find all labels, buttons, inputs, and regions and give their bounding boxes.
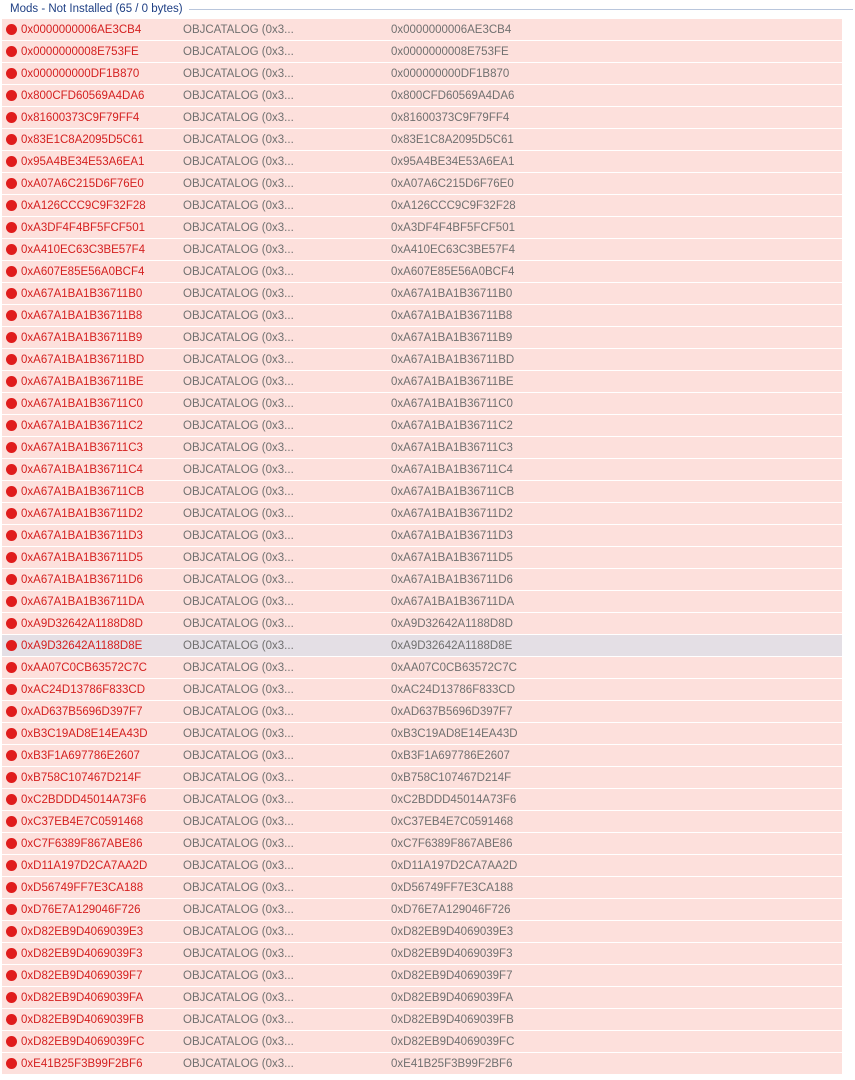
item-id: 0xD76E7A129046F726 xyxy=(21,903,141,916)
item-id: 0xA67A1BA1B36711BE xyxy=(21,375,144,388)
item-name: 0xA410EC63C3BE57F4 xyxy=(391,243,516,256)
item-id: 0xE41B25F3B99F2BF6 xyxy=(21,1057,143,1070)
red-dot-icon xyxy=(6,838,17,849)
list-item[interactable] xyxy=(2,371,842,392)
item-id: 0xD82EB9D4069039E3 xyxy=(21,925,144,938)
red-dot-icon xyxy=(6,68,17,79)
item-id: 0xA67A1BA1B36711C3 xyxy=(21,441,143,454)
item-id: 0xD56749FF7E3CA188 xyxy=(21,881,144,894)
item-name: 0xD82EB9D4069039F3 xyxy=(391,947,513,960)
red-dot-icon xyxy=(6,332,17,343)
item-type: OBJCATALOG (0x3... xyxy=(183,837,294,850)
item-type: OBJCATALOG (0x3... xyxy=(183,45,294,58)
item-type: OBJCATALOG (0x3... xyxy=(183,375,294,388)
list-item[interactable] xyxy=(2,239,842,260)
item-name: 0xA9D32642A1188D8D xyxy=(391,617,513,630)
item-name: 0xC7F6389F867ABE86 xyxy=(391,837,513,850)
item-id: 0x800CFD60569A4DA6 xyxy=(21,89,145,102)
list-item[interactable] xyxy=(2,547,842,568)
group-count: (65 / 0 bytes) xyxy=(115,3,183,15)
group-title xyxy=(0,3,183,15)
item-name: 0xA67A1BA1B36711D6 xyxy=(391,573,513,586)
item-id: 0xA07A6C215D6F76E0 xyxy=(21,177,144,190)
group-title-label: Mods - Not Installed xyxy=(10,3,113,15)
item-name: 0xD82EB9D4069039FC xyxy=(391,1035,515,1048)
item-type: OBJCATALOG (0x3... xyxy=(183,815,294,828)
item-id: 0xAA07C0CB63572C7C xyxy=(21,661,147,674)
list-item[interactable] xyxy=(2,195,842,216)
item-name: 0xA67A1BA1B36711BD xyxy=(391,353,515,366)
list-item[interactable] xyxy=(2,503,842,524)
red-dot-icon xyxy=(6,706,17,717)
item-id: 0xAC24D13786F833CD xyxy=(21,683,146,696)
red-dot-icon xyxy=(6,860,17,871)
item-type: OBJCATALOG (0x3... xyxy=(183,67,294,80)
red-dot-icon xyxy=(6,376,17,387)
item-type: OBJCATALOG (0x3... xyxy=(183,529,294,542)
item-type: OBJCATALOG (0x3... xyxy=(183,683,294,696)
item-name: 0xB758C107467D214F xyxy=(391,771,512,784)
item-name: 0xA67A1BA1B36711B9 xyxy=(391,331,513,344)
red-dot-icon xyxy=(6,508,17,519)
item-id: 0xA67A1BA1B36711DA xyxy=(21,595,145,608)
item-type: OBJCATALOG (0x3... xyxy=(183,155,294,168)
item-id: 0xD11A197D2CA7AA2D xyxy=(21,859,148,872)
item-name: 0xA607E85E56A0BCF4 xyxy=(391,265,515,278)
item-id: 0xB758C107467D214F xyxy=(21,771,142,784)
item-type: OBJCATALOG (0x3... xyxy=(183,551,294,564)
item-name: 0xD82EB9D4069039FA xyxy=(391,991,514,1004)
list-item[interactable] xyxy=(2,217,842,238)
list-item[interactable] xyxy=(2,745,842,766)
red-dot-icon xyxy=(6,420,17,431)
red-dot-icon xyxy=(6,772,17,783)
item-name: 0x0000000006AE3CB4 xyxy=(391,23,512,36)
item-type: OBJCATALOG (0x3... xyxy=(183,1035,294,1048)
item-id: 0xC37EB4E7C0591468 xyxy=(21,815,144,828)
item-id: 0xD82EB9D4069039F3 xyxy=(21,947,143,960)
list-item[interactable] xyxy=(2,767,842,788)
item-name: 0xA67A1BA1B36711B0 xyxy=(391,287,513,300)
red-dot-icon xyxy=(6,882,17,893)
item-type: OBJCATALOG (0x3... xyxy=(183,1013,294,1026)
item-type: OBJCATALOG (0x3... xyxy=(183,947,294,960)
red-dot-icon xyxy=(6,1058,17,1069)
item-type: OBJCATALOG (0x3... xyxy=(183,485,294,498)
item-id: 0xD82EB9D4069039FA xyxy=(21,991,144,1004)
item-name: 0xC2BDDD45014A73F6 xyxy=(391,793,517,806)
item-id: 0xA67A1BA1B36711B0 xyxy=(21,287,143,300)
item-name: 0xA9D32642A1188D8E xyxy=(391,639,513,652)
item-name: 0xA67A1BA1B36711BE xyxy=(391,375,514,388)
list-item[interactable] xyxy=(2,1009,842,1030)
item-id: 0xB3F1A697786E2607 xyxy=(21,749,140,762)
list-item[interactable] xyxy=(2,349,842,370)
item-type: OBJCATALOG (0x3... xyxy=(183,243,294,256)
red-dot-icon xyxy=(6,970,17,981)
item-name: 0xD56749FF7E3CA188 xyxy=(391,881,514,894)
item-name: 0xAA07C0CB63572C7C xyxy=(391,661,517,674)
list-item[interactable] xyxy=(2,833,842,854)
red-dot-icon xyxy=(6,794,17,805)
red-dot-icon xyxy=(6,640,17,651)
item-name: 0xE41B25F3B99F2BF6 xyxy=(391,1057,513,1070)
list-item[interactable] xyxy=(2,107,842,128)
item-type: OBJCATALOG (0x3... xyxy=(183,89,294,102)
list-item[interactable] xyxy=(2,921,842,942)
list-item[interactable] xyxy=(2,701,842,722)
item-name: 0x81600373C9F79FF4 xyxy=(391,111,510,124)
item-name: 0xD82EB9D4069039FB xyxy=(391,1013,514,1026)
list-item[interactable] xyxy=(2,173,842,194)
item-id: 0xA67A1BA1B36711D2 xyxy=(21,507,143,520)
item-type: OBJCATALOG (0x3... xyxy=(183,507,294,520)
item-id: 0xA67A1BA1B36711D6 xyxy=(21,573,143,586)
group-header[interactable] xyxy=(0,0,855,18)
item-name: 0xD76E7A129046F726 xyxy=(391,903,511,916)
item-id: 0xB3C19AD8E14EA43D xyxy=(21,727,148,740)
item-type: OBJCATALOG (0x3... xyxy=(183,309,294,322)
red-dot-icon xyxy=(6,750,17,761)
item-id: 0xA67A1BA1B36711C2 xyxy=(21,419,143,432)
item-type: OBJCATALOG (0x3... xyxy=(183,177,294,190)
list-item[interactable] xyxy=(2,19,842,40)
item-id: 0x000000000DF1B870 xyxy=(21,67,140,80)
red-dot-icon xyxy=(6,552,17,563)
red-dot-icon xyxy=(6,134,17,145)
item-type: OBJCATALOG (0x3... xyxy=(183,705,294,718)
red-dot-icon xyxy=(6,288,17,299)
item-type: OBJCATALOG (0x3... xyxy=(183,331,294,344)
red-dot-icon xyxy=(6,904,17,915)
red-dot-icon xyxy=(6,222,17,233)
list-item[interactable] xyxy=(2,723,842,744)
item-type: OBJCATALOG (0x3... xyxy=(183,727,294,740)
item-id: 0xA67A1BA1B36711C0 xyxy=(21,397,143,410)
list-item[interactable] xyxy=(2,1031,842,1052)
list-item[interactable] xyxy=(2,41,842,62)
list-item[interactable] xyxy=(2,151,842,172)
list-item[interactable] xyxy=(2,283,842,304)
item-type: OBJCATALOG (0x3... xyxy=(183,573,294,586)
item-id: 0xA9D32642A1188D8D xyxy=(21,617,143,630)
item-name: 0xA07A6C215D6F76E0 xyxy=(391,177,514,190)
item-name: 0xA67A1BA1B36711C0 xyxy=(391,397,513,410)
red-dot-icon xyxy=(6,684,17,695)
item-type: OBJCATALOG (0x3... xyxy=(183,639,294,652)
item-type: OBJCATALOG (0x3... xyxy=(183,925,294,938)
item-id: 0xA67A1BA1B36711D3 xyxy=(21,529,143,542)
item-id: 0xA67A1BA1B36711BD xyxy=(21,353,145,366)
item-type: OBJCATALOG (0x3... xyxy=(183,881,294,894)
item-name: 0xB3C19AD8E14EA43D xyxy=(391,727,518,740)
item-name: 0xB3F1A697786E2607 xyxy=(391,749,510,762)
list-item[interactable] xyxy=(2,569,842,590)
red-dot-icon xyxy=(6,46,17,57)
list-item[interactable] xyxy=(2,789,842,810)
item-id: 0xA126CCC9C9F32F28 xyxy=(21,199,146,212)
item-id: 0xA67A1BA1B36711B9 xyxy=(21,331,143,344)
item-type: OBJCATALOG (0x3... xyxy=(183,1057,294,1070)
red-dot-icon xyxy=(6,112,17,123)
list-item[interactable] xyxy=(2,437,842,458)
item-name: 0x000000000DF1B870 xyxy=(391,67,510,80)
item-type: OBJCATALOG (0x3... xyxy=(183,969,294,982)
item-id: 0xA9D32642A1188D8E xyxy=(21,639,143,652)
list-item[interactable] xyxy=(2,657,842,678)
item-type: OBJCATALOG (0x3... xyxy=(183,617,294,630)
item-type: OBJCATALOG (0x3... xyxy=(183,199,294,212)
red-dot-icon xyxy=(6,596,17,607)
red-dot-icon xyxy=(6,926,17,937)
item-type: OBJCATALOG (0x3... xyxy=(183,595,294,608)
item-id: 0xC2BDDD45014A73F6 xyxy=(21,793,147,806)
item-name: 0x800CFD60569A4DA6 xyxy=(391,89,515,102)
item-type: OBJCATALOG (0x3... xyxy=(183,441,294,454)
list-item[interactable] xyxy=(2,129,842,150)
item-type: OBJCATALOG (0x3... xyxy=(183,23,294,36)
red-dot-icon xyxy=(6,200,17,211)
item-name: 0xD82EB9D4069039F7 xyxy=(391,969,513,982)
item-type: OBJCATALOG (0x3... xyxy=(183,991,294,1004)
item-type: OBJCATALOG (0x3... xyxy=(183,793,294,806)
list-item[interactable] xyxy=(2,525,842,546)
item-name: 0xA3DF4F4BF5FCF501 xyxy=(391,221,515,234)
item-id: 0xAD637B5696D397F7 xyxy=(21,705,143,718)
red-dot-icon xyxy=(6,486,17,497)
list-item[interactable] xyxy=(2,305,842,326)
list-item[interactable] xyxy=(2,1053,842,1074)
item-name: 0xA67A1BA1B36711CB xyxy=(391,485,515,498)
item-type: OBJCATALOG (0x3... xyxy=(183,463,294,476)
item-type: OBJCATALOG (0x3... xyxy=(183,265,294,278)
red-dot-icon xyxy=(6,1036,17,1047)
group-divider xyxy=(189,9,853,10)
list-item[interactable] xyxy=(2,327,842,348)
item-id: 0xA67A1BA1B36711B8 xyxy=(21,309,143,322)
red-dot-icon xyxy=(6,178,17,189)
item-id: 0xC7F6389F867ABE86 xyxy=(21,837,143,850)
red-dot-icon xyxy=(6,156,17,167)
list-item[interactable] xyxy=(2,899,842,920)
red-dot-icon xyxy=(6,398,17,409)
red-dot-icon xyxy=(6,354,17,365)
list-item[interactable] xyxy=(2,85,842,106)
list-item[interactable] xyxy=(2,393,842,414)
item-id: 0xA3DF4F4BF5FCF501 xyxy=(21,221,145,234)
red-dot-icon xyxy=(6,816,17,827)
item-type: OBJCATALOG (0x3... xyxy=(183,859,294,872)
list-item[interactable] xyxy=(2,811,842,832)
red-dot-icon xyxy=(6,266,17,277)
red-dot-icon xyxy=(6,618,17,629)
item-type: OBJCATALOG (0x3... xyxy=(183,133,294,146)
item-id: 0xA607E85E56A0BCF4 xyxy=(21,265,145,278)
red-dot-icon xyxy=(6,442,17,453)
red-dot-icon xyxy=(6,24,17,35)
item-name: 0xA67A1BA1B36711D2 xyxy=(391,507,513,520)
item-type: OBJCATALOG (0x3... xyxy=(183,749,294,762)
item-name: 0xAD637B5696D397F7 xyxy=(391,705,513,718)
list-item[interactable] xyxy=(2,459,842,480)
item-id: 0xD82EB9D4069039FB xyxy=(21,1013,144,1026)
list-item[interactable] xyxy=(2,965,842,986)
item-type: OBJCATALOG (0x3... xyxy=(183,419,294,432)
item-name: 0x0000000008E753FE xyxy=(391,45,509,58)
red-dot-icon xyxy=(6,530,17,541)
list-item[interactable] xyxy=(2,481,842,502)
red-dot-icon xyxy=(6,1014,17,1025)
item-name: 0xAC24D13786F833CD xyxy=(391,683,516,696)
list-item[interactable] xyxy=(2,613,842,634)
item-id: 0x95A4BE34E53A6EA1 xyxy=(21,155,145,168)
item-name: 0x95A4BE34E53A6EA1 xyxy=(391,155,515,168)
item-type: OBJCATALOG (0x3... xyxy=(183,111,294,124)
item-type: OBJCATALOG (0x3... xyxy=(183,771,294,784)
list-item[interactable] xyxy=(2,63,842,84)
item-id: 0xA67A1BA1B36711CB xyxy=(21,485,145,498)
item-type: OBJCATALOG (0x3... xyxy=(183,661,294,674)
item-name: 0xA67A1BA1B36711C2 xyxy=(391,419,513,432)
item-name: 0x83E1C8A2095D5C61 xyxy=(391,133,514,146)
list-item[interactable] xyxy=(2,415,842,436)
item-type: OBJCATALOG (0x3... xyxy=(183,397,294,410)
red-dot-icon xyxy=(6,948,17,959)
item-id: 0x83E1C8A2095D5C61 xyxy=(21,133,144,146)
item-type: OBJCATALOG (0x3... xyxy=(183,903,294,916)
item-type: OBJCATALOG (0x3... xyxy=(183,287,294,300)
list-item[interactable] xyxy=(2,987,842,1008)
list-item[interactable] xyxy=(2,943,842,964)
item-name: 0xC37EB4E7C0591468 xyxy=(391,815,514,828)
item-name: 0xA126CCC9C9F32F28 xyxy=(391,199,516,212)
mods-list xyxy=(2,19,842,1075)
red-dot-icon xyxy=(6,992,17,1003)
red-dot-icon xyxy=(6,464,17,475)
item-name: 0xD11A197D2CA7AA2D xyxy=(391,859,518,872)
list-item[interactable] xyxy=(2,261,842,282)
red-dot-icon xyxy=(6,728,17,739)
item-name: 0xA67A1BA1B36711C3 xyxy=(391,441,513,454)
item-name: 0xA67A1BA1B36711DA xyxy=(391,595,515,608)
list-item[interactable] xyxy=(2,635,842,656)
list-item[interactable] xyxy=(2,877,842,898)
red-dot-icon xyxy=(6,574,17,585)
list-item[interactable] xyxy=(2,591,842,612)
item-id: 0x0000000008E753FE xyxy=(21,45,139,58)
red-dot-icon xyxy=(6,662,17,673)
red-dot-icon xyxy=(6,244,17,255)
item-id: 0xD82EB9D4069039FC xyxy=(21,1035,145,1048)
item-id: 0x0000000006AE3CB4 xyxy=(21,23,142,36)
list-item[interactable] xyxy=(2,679,842,700)
item-id: 0xA410EC63C3BE57F4 xyxy=(21,243,146,256)
list-item[interactable] xyxy=(2,855,842,876)
item-id: 0xA67A1BA1B36711C4 xyxy=(21,463,143,476)
item-id: 0xA67A1BA1B36711D5 xyxy=(21,551,143,564)
item-name: 0xA67A1BA1B36711B8 xyxy=(391,309,513,322)
item-type: OBJCATALOG (0x3... xyxy=(183,221,294,234)
item-name: 0xD82EB9D4069039E3 xyxy=(391,925,514,938)
item-name: 0xA67A1BA1B36711D3 xyxy=(391,529,513,542)
item-type: OBJCATALOG (0x3... xyxy=(183,353,294,366)
item-id: 0xD82EB9D4069039F7 xyxy=(21,969,143,982)
item-name: 0xA67A1BA1B36711D5 xyxy=(391,551,513,564)
red-dot-icon xyxy=(6,90,17,101)
item-name: 0xA67A1BA1B36711C4 xyxy=(391,463,513,476)
red-dot-icon xyxy=(6,310,17,321)
item-id: 0x81600373C9F79FF4 xyxy=(21,111,140,124)
